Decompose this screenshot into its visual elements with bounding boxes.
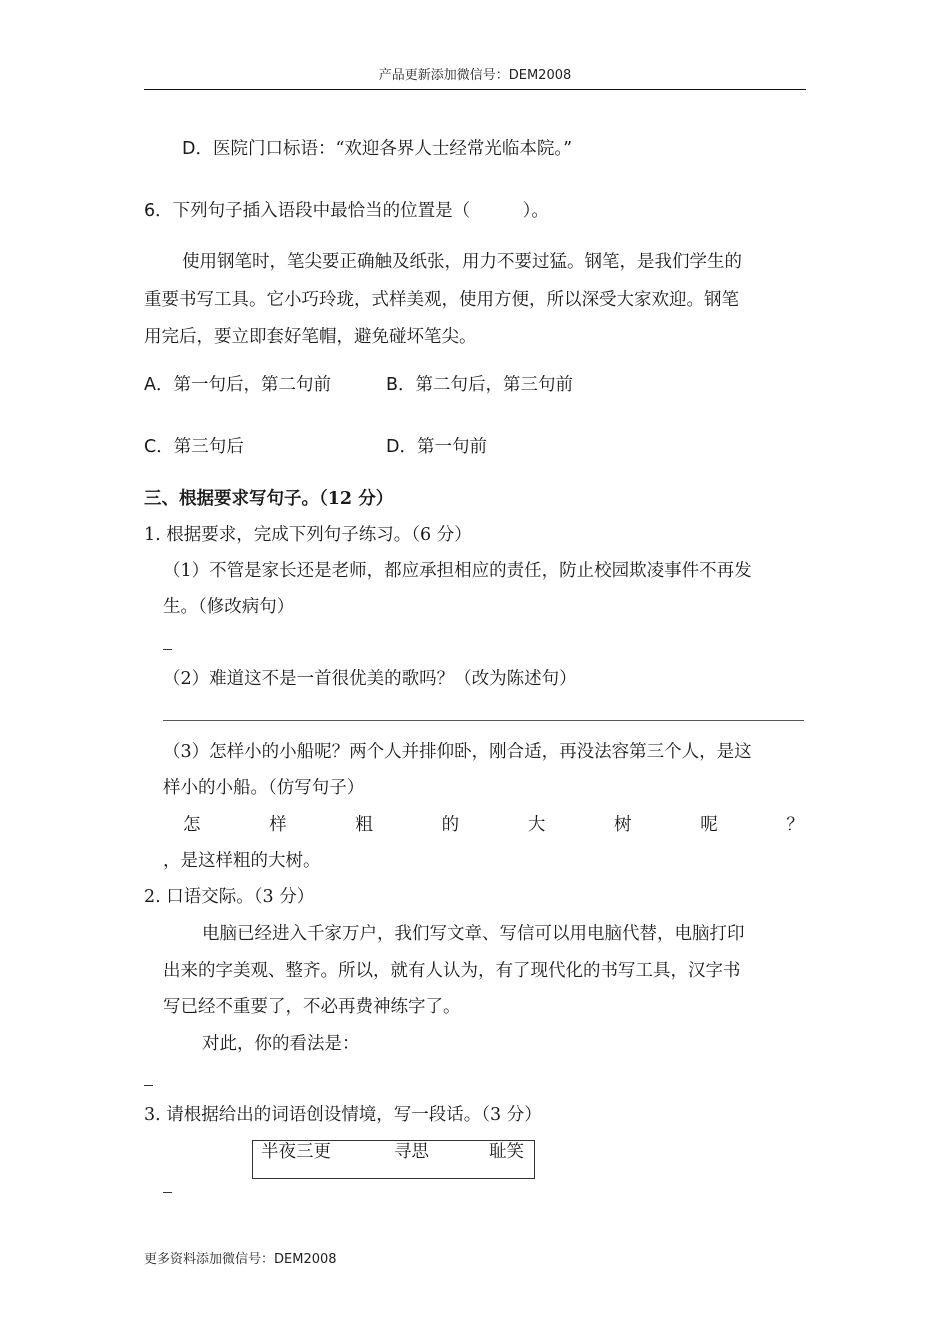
template-char: 树: [614, 815, 632, 835]
template-char: 样: [269, 815, 287, 835]
s3-q1-item3-line1: （3）怎样小的小船呢？两个人并排仰卧，刚合适，再没法容第三个人，是这: [163, 742, 752, 762]
q6-option-c: [144, 439, 244, 457]
answer-blank-q3[interactable]: [163, 1192, 172, 1193]
q6-stem-text: 下列句子插入语段中最恰当的位置是（ ）。: [172, 201, 549, 221]
word-2: 寻思: [394, 1142, 429, 1162]
q6-option-a-text: 第一句后，第二句前: [173, 375, 331, 395]
item3-template-end: ，是这样粗的大树。: [163, 851, 321, 871]
page-header: 产品更新添加微信号：DEM2008: [144, 64, 806, 90]
s3-q2-prompt: 对此，你的看法是：: [202, 1034, 360, 1054]
section3-title: 三、根据要求写句子。（12 分）: [144, 489, 394, 509]
q6-option-a: [144, 377, 331, 395]
template-char: 粗: [355, 815, 373, 835]
q6-passage-line-2: 重要书写工具。它小巧玲珑，式样美观，使用方便，所以深受大家欢迎。钢笔: [144, 290, 739, 310]
word-1: 半夜三更: [261, 1142, 331, 1162]
s3-q2-heading: 2. 口语交际。（3 分）: [144, 887, 315, 907]
word-box: [252, 1140, 535, 1179]
q5-option-d-label: D．: [182, 139, 213, 159]
answer-line-2[interactable]: [163, 720, 804, 721]
s3-q2-passage-line-1: 电脑已经进入千家万户，我们写文章、写信可以用电脑代替，电脑打印: [202, 924, 745, 944]
template-char: 的: [441, 815, 460, 835]
s3-q3-heading: 3. 请根据给出的词语创设情境，写一段话。（3 分）: [144, 1105, 542, 1125]
answer-blank-q2[interactable]: [144, 1085, 153, 1086]
q6-option-c-label: C．: [144, 437, 174, 457]
s3-q2-passage-line-2: 出来的字美观、整齐。所以，就有人认为，有了现代化的书写工具，汉字书: [163, 961, 741, 981]
q5-option-d-text: 医院门口标语：“欢迎各界人士经常光临本院。”: [212, 139, 573, 159]
s3-q1-item2: （2）难道这不是一首很优美的歌吗？（改为陈述句）: [163, 669, 577, 689]
template-char: ？: [786, 815, 804, 835]
answer-blank-1[interactable]: [163, 649, 172, 650]
q6-option-b: [386, 377, 573, 395]
q5-option-d: [182, 141, 572, 159]
q6-option-c-text: 第三句后: [173, 437, 244, 457]
q6-stem: [144, 203, 549, 221]
template-char: 呢: [700, 815, 718, 835]
q6-option-d-text: 第一句前: [416, 437, 487, 457]
q6-option-b-label: B．: [386, 375, 416, 395]
q6-option-d-label: D．: [386, 437, 417, 457]
q6-passage-line-3: 用完后，要立即套好笔帽，避免碰坏笔尖。: [144, 327, 477, 347]
q6-option-a-label: A．: [144, 375, 174, 395]
s3-q2-passage-line-3: 写已经不重要了，不必再费神练字了。: [163, 997, 461, 1017]
item3-template-line: [183, 817, 804, 835]
template-char: 怎: [183, 815, 201, 835]
q6-number: 6．: [144, 201, 173, 221]
s3-q1-item1-line2: 生。（修改病句）: [163, 597, 295, 617]
s3-q1-heading: 1. 根据要求，完成下列句子练习。（6 分）: [144, 525, 472, 545]
s3-q1-item3-line2: 样小的小船。（仿写句子）: [163, 778, 365, 798]
q6-passage-line-1: 使用钢笔时，笔尖要正确触及纸张，用力不要过猛。钢笔，是我们学生的: [182, 252, 742, 272]
q6-option-d: [386, 439, 487, 457]
q6-option-b-text: 第二句后，第三句前: [415, 375, 574, 395]
word-3: 耻笑: [489, 1142, 524, 1162]
template-char: 大: [527, 815, 546, 835]
page-footer: 更多资料添加微信号：DEM2008: [144, 1252, 337, 1267]
s3-q1-item1-line1: （1）不管是家长还是老师，都应承担相应的责任，防止校园欺凌事件不再发: [163, 561, 752, 581]
